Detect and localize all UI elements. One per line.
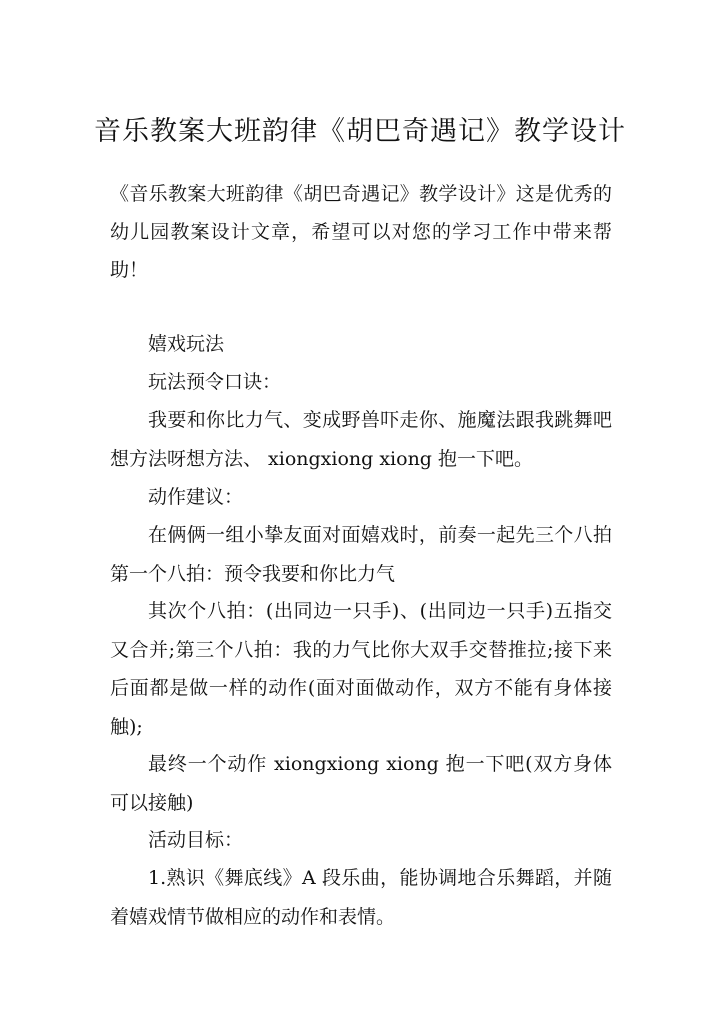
paragraph-action-first: 在俩俩一组小挚友面对面嬉戏时，前奏一起先三个八拍第一个八拍：预令我要和你比力气: [110, 524, 612, 585]
paragraph-game-play: 嬉戏玩法: [148, 333, 225, 355]
paragraph-play-rhyme: 我要和你比力气、变成野兽吓走你、施魔法跟我跳舞吧想方法呀想方法、 xiongxiong xiong 抱一下吧。: [110, 409, 612, 470]
paragraph-action-heading: 动作建议：: [148, 486, 244, 508]
paragraph-action-final: 最终一个动作 xiongxiong xiong 抱一下吧(双方身体可以接触): [110, 753, 612, 814]
paragraph-goal-1: 1.熟识《舞底线》A 段乐曲，能协调地合乐舞蹈，并随着嬉戏情节做相应的动作和表情。: [110, 867, 612, 928]
paragraph-goals-heading: 活动目标：: [148, 829, 244, 851]
intro-paragraph: 《音乐教案大班韵律《胡巴奇遇记》教学设计》这是优秀的幼儿园教案设计文章，希望可以对您的学习工作中带来帮助！: [110, 183, 612, 281]
document-title: 音乐教案大班韵律《胡巴奇遇记》教学设计: [94, 116, 626, 147]
paragraph-action-second: 其次个八拍：(出同边一只手)、(出同边一只手)五指交又合并;第三个八拍：我的力气比你大双手交替推拉;接下来后面都是做一样的动作(面对面做动作，双方不能有身体接触);: [110, 600, 612, 738]
paragraph-play-rules-heading: 玩法预令口诀：: [148, 371, 282, 393]
